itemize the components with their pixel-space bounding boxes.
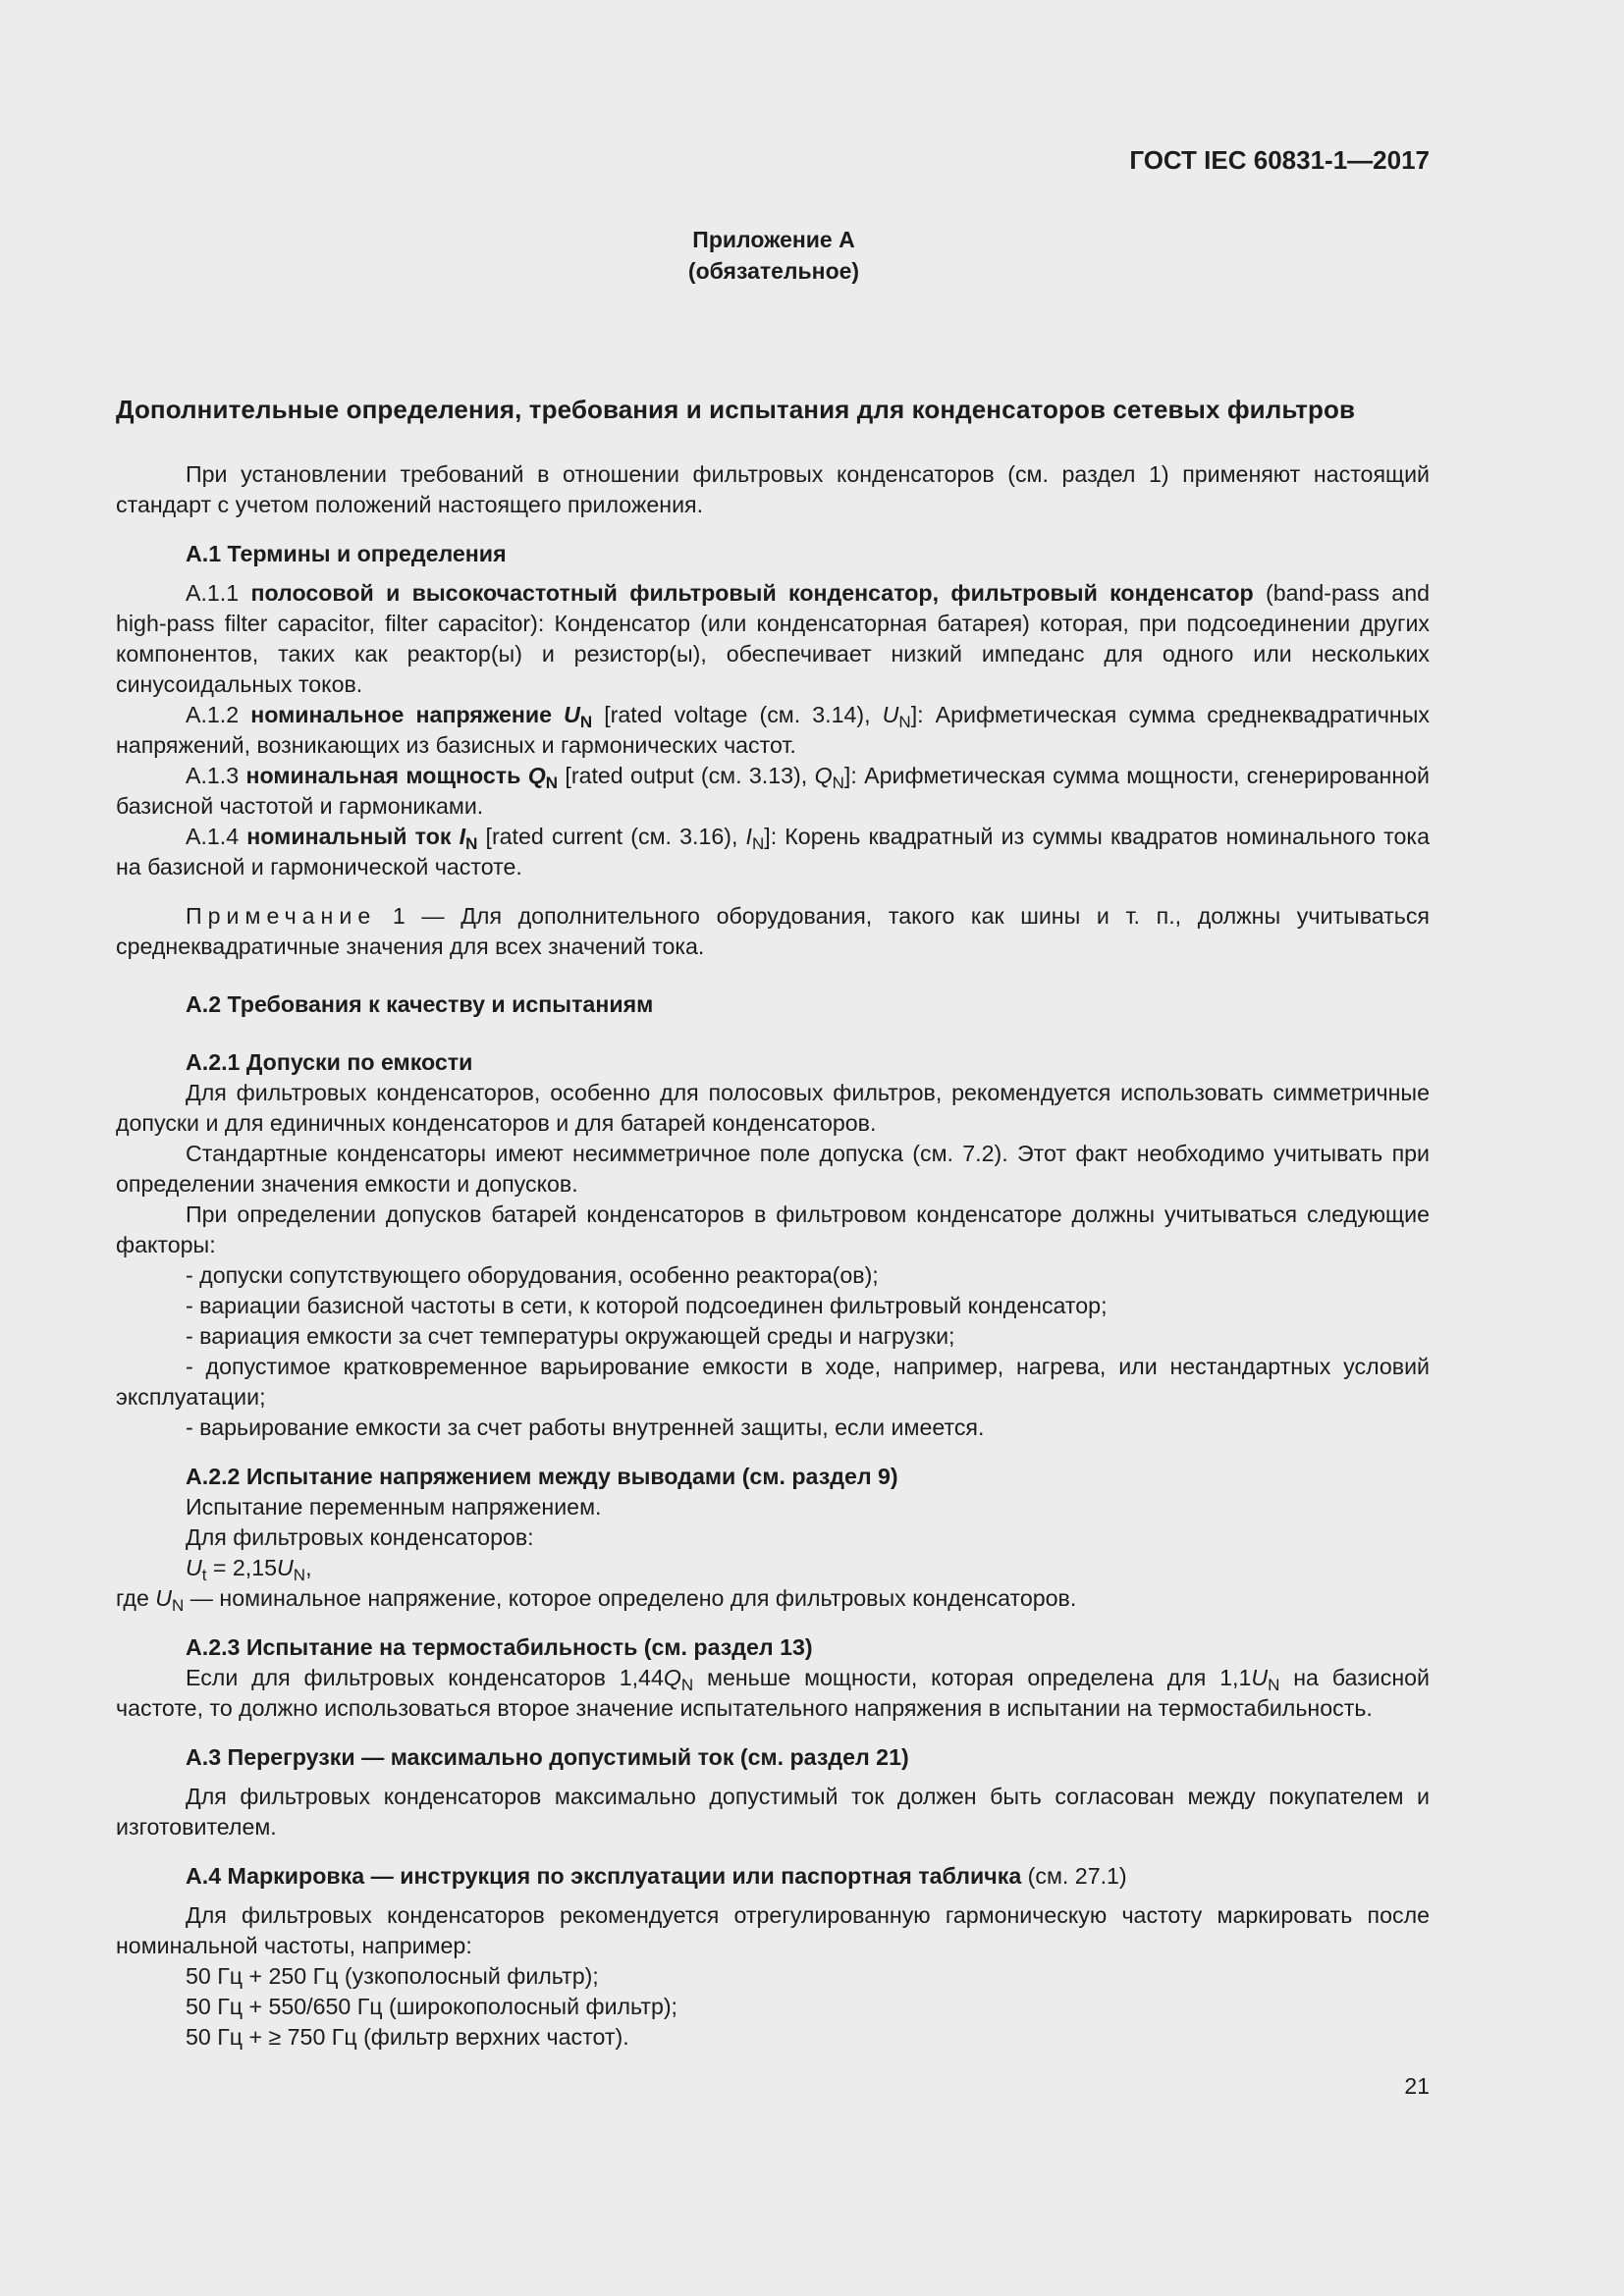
page-number: 21 <box>1404 2073 1430 2099</box>
intro-paragraph: При установлении требований в отношении фильтровых конденсаторов (см. раздел 1) применяют настоящий стандарт с учетом положений настоящего приложения. <box>116 461 1430 517</box>
clause-number: А.1.2 <box>186 702 251 727</box>
section-a22-heading: А.2.2 Испытание напряжением между выводами (см. раздел 9) <box>186 1464 898 1489</box>
a21-paragraph-3: При определении допусков батарей конденсаторов в фильтровом конденсаторе должны учитываться следующие факторы: <box>116 1201 1430 1257</box>
definition-text: ]: Арифметическая сумма среднеквадратичных напряжений, возникающих из базисных и гармонических частот. <box>116 702 1430 758</box>
subscript: N <box>465 834 478 853</box>
subscript: t <box>201 1566 207 1584</box>
subscript: N <box>751 834 765 853</box>
symbol: I <box>459 824 466 849</box>
symbol: U <box>882 702 899 727</box>
paragraph-text: Если для фильтровых конденсаторов 1,44 <box>186 1665 664 1690</box>
section-a1-heading: А.1 Термины и определения <box>186 541 507 566</box>
symbol: U <box>1251 1665 1269 1690</box>
a3-paragraph: Для фильтровых конденсаторов максимально допустимый ток должен быть согласован между покупателем и изготовителем. <box>116 1784 1430 1840</box>
definition-a112 <box>116 700 1430 761</box>
a22-line-2: Для фильтровых конденсаторов: <box>186 1524 534 1550</box>
standard-code: ГОСТ IEC 60831-1—2017 <box>1129 145 1430 175</box>
symbol: U <box>564 702 580 727</box>
formula-where <box>116 1583 1430 1614</box>
definition-a114 <box>116 822 1430 882</box>
paragraph-text: меньше мощности, которая определена для 1,1 <box>693 1665 1252 1690</box>
a23-paragraph <box>116 1663 1430 1724</box>
document-body <box>116 459 1430 2053</box>
symbol: U <box>186 1555 202 1580</box>
definition-a113 <box>116 761 1430 822</box>
section-a23-heading: А.2.3 Испытание на термостабильность (см. раздел 13) <box>186 1634 813 1660</box>
page-title: Дополнительные определения, требования и испытания для конденсаторов сетевых фильтров <box>116 395 1356 424</box>
note-text: 1 — Для дополнительного оборудования, такого как шины и т. п., должны учитываться среднеквадратичные значения для всех значений тока. <box>116 903 1430 959</box>
marking-example: 50 Гц + 250 Гц (узкополосный фильтр); <box>186 1963 599 1989</box>
clause-number: А.1.1 <box>186 580 251 606</box>
subscript: N <box>1268 1676 1280 1694</box>
symbol: Q <box>663 1665 681 1690</box>
heading-text: А.4 Маркировка — инструкция по эксплуатации или паспортная табличка <box>186 1863 1022 1889</box>
section-a2-heading: А.2 Требования к качеству и испытаниям <box>186 991 654 1017</box>
definition-ref: [rated voltage (см. 3.14), <box>592 702 883 727</box>
symbol: I <box>745 824 752 849</box>
definition-term: номинальное напряжение <box>250 702 565 727</box>
marking-example: 50 Гц + 550/650 Гц (широкополосный фильтр); <box>186 1994 677 2019</box>
subscript: N <box>172 1596 185 1615</box>
annex-status: (обязательное) <box>687 258 860 284</box>
definition-term: полосовой и высокочастотный фильтровый конденсатор, фильтровый конденсатор <box>250 580 1254 606</box>
definition-text: ]: Корень квадратный из суммы квадратов номинального тока на базисной и гармонической частоте. <box>116 824 1430 880</box>
where-text: где <box>116 1585 156 1611</box>
a4-paragraph: Для фильтровых конденсаторов рекомендуется отрегулированную гармоническую частоту маркировать после номинальной частоты, например: <box>116 1902 1430 1958</box>
section-a21-heading: А.2.1 Допуски по емкости <box>186 1049 473 1075</box>
clause-number: А.1.4 <box>186 824 247 849</box>
where-text: — номинальное напряжение, которое определено для фильтровых конденсаторов. <box>184 1585 1077 1611</box>
annex-title: Приложение А <box>692 227 855 252</box>
paragraph-text: на базисной частоте, то должно использоваться второе значение испытательного напряжения в испытании на термостабильность. <box>116 1665 1431 1721</box>
symbol: Q <box>814 763 833 788</box>
symbol: U <box>277 1555 294 1580</box>
marking-example: 50 Гц + ≥ 750 Гц (фильтр верхних частот). <box>186 2024 629 2050</box>
definition-term: номинальная мощность <box>245 763 528 788</box>
note-1 <box>116 901 1430 962</box>
section-a4-heading <box>116 1861 1430 1892</box>
formula <box>116 1553 1430 1583</box>
symbol: Q <box>527 763 546 788</box>
definition-term: номинальный ток <box>246 824 460 849</box>
subscript: N <box>579 713 593 731</box>
list-item: - допуски сопутствующего оборудования, особенно реактора(ов); <box>186 1262 879 1288</box>
clause-number: А.1.3 <box>186 763 246 788</box>
section-a3-heading: А.3 Перегрузки — максимально допустимый ток (см. раздел 21) <box>186 1744 909 1770</box>
a21-paragraph-2: Стандартные конденсаторы имеют несимметричное поле допуска (см. 7.2). Этот факт необходимо учитывать при определении значения емкости и допусков. <box>116 1141 1430 1197</box>
note-label: Примечание <box>186 903 377 929</box>
list-item: - вариации базисной частоты в сети, к которой подсоединен фильтровый конденсатор; <box>186 1293 1108 1318</box>
a21-paragraph-1: Для фильтровых конденсаторов, особенно для полосовых фильтров, рекомендуется использовать симметричные допуски и для единичных конденсаторов и для батарей конденсаторов. <box>116 1080 1430 1136</box>
definition-text: ]: Арифметическая сумма мощности, сгенерированной базисной частотой и гармониками. <box>116 763 1430 819</box>
list-item: - вариация емкости за счет температуры окружающей среды и нагрузки; <box>186 1323 955 1349</box>
a22-line-1: Испытание переменным напряжением. <box>186 1494 602 1520</box>
subscript: N <box>832 774 844 792</box>
subscript: N <box>293 1566 306 1584</box>
heading-ref: (см. 27.1) <box>1021 1863 1127 1889</box>
formula-text: = 2,15 <box>206 1555 278 1580</box>
subscript: N <box>545 774 559 792</box>
formula-text: , <box>305 1555 312 1580</box>
annex-heading <box>0 224 1547 287</box>
subscript: N <box>898 713 911 731</box>
definition-ref: [rated output (см. 3.13), <box>558 763 815 788</box>
list-item: - допустимое кратковременное варьирование емкости в ходе, например, нагрева, или нестандартных условий эксплуатации; <box>116 1354 1430 1410</box>
subscript: N <box>680 1676 694 1694</box>
list-item: - варьирование емкости за счет работы внутренней защиты, если имеется. <box>186 1415 985 1440</box>
symbol: U <box>155 1585 173 1611</box>
definition-ref: [rated current (см. 3.16), <box>477 824 746 849</box>
definition-a111 <box>116 578 1430 700</box>
definition-text: (band-pass and high-pass filter capacitor, filter capacitor): Конденсатор (или конденсаторная батарея) которая, при подсоединении других компонентов, таких как реактор(ы) и резистор(ы), обеспечивает низкий импеданс для одного или нескольких синусоидальных токов. <box>116 580 1430 697</box>
